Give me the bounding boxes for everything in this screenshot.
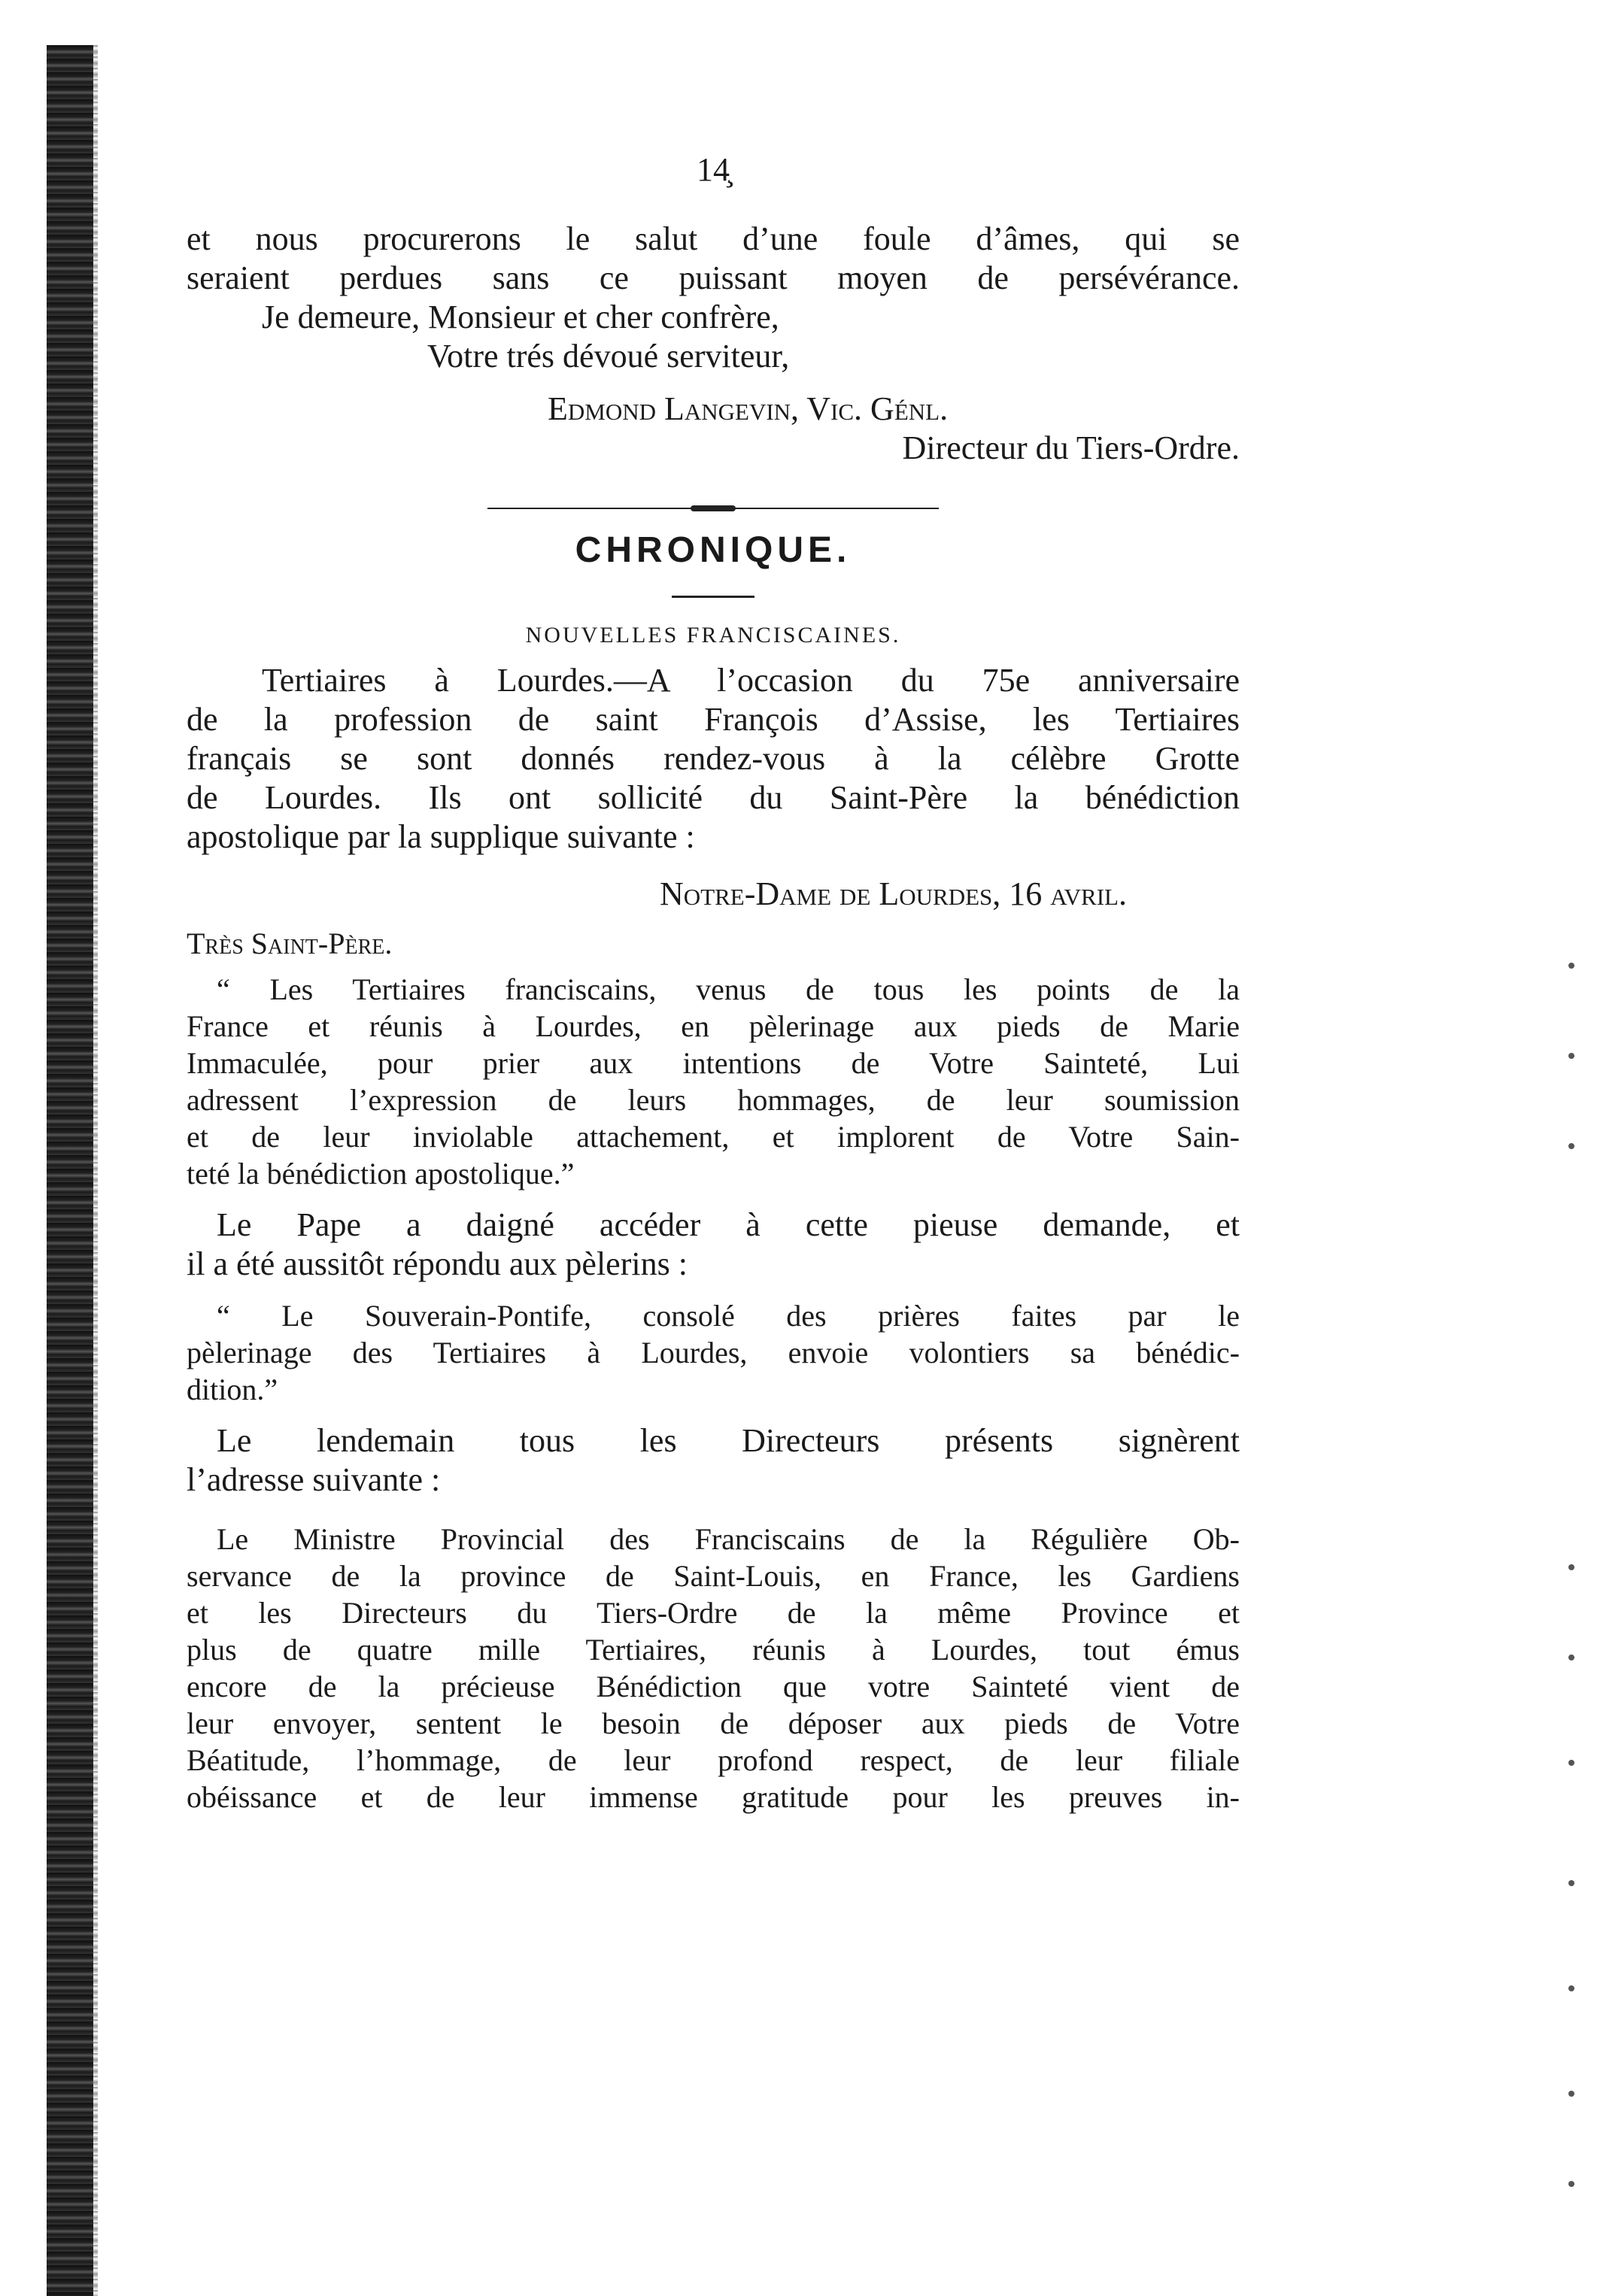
scan-speckle (1568, 1564, 1574, 1570)
spine-shadow (93, 45, 98, 2296)
address-line: et les Directeurs du Tiers-Ordre de la même Province et (187, 1596, 1240, 1630)
quote-line: dition.” (187, 1372, 278, 1406)
signature-name: Edmond Langevin, Vic. Génl. (548, 390, 949, 427)
section-subtitle: NOUVELLES FRANCISCAINES. (525, 623, 901, 648)
quote-line: “ Le Souverain-Pontife, consolé des prières faites par le (217, 1299, 1240, 1333)
text-line: seraient perdues sans ce puissant moyen de persévérance. (187, 259, 1240, 296)
scan-speckle (1568, 2181, 1574, 2187)
scan-speckle (1568, 1985, 1574, 1991)
paragraph-line: français se sont donnés rendez-vous à la célèbre Grotte (187, 740, 1240, 777)
address-line: Béatitude, l’hommage, de leur profond respect, de leur filiale (187, 1743, 1240, 1777)
closing-line: Votre trés dévoué serviteur, (427, 338, 790, 375)
paragraph-line: Le lendemain tous les Directeurs présents signèrent (217, 1422, 1240, 1459)
quote-line: “ Les Tertiaires franciscains, venus de tous les points de la (217, 972, 1240, 1006)
address-line: plus de quatre mille Tertiaires, réunis à Lourdes, tout émus (187, 1633, 1240, 1667)
text-line: et nous procurerons le salut d’une foule d’âmes, qui se (187, 220, 1240, 257)
page-number: 14̧ (697, 151, 730, 188)
address-line: encore de la précieuse Bénédiction que votre Sainteté vient de (187, 1670, 1240, 1703)
quote-line: France et réunis à Lourdes, en pèlerinage aux pieds de Marie (187, 1009, 1240, 1043)
quote-line: pèlerinage des Tertiaires à Lourdes, envoie volontiers sa bénédic- (187, 1336, 1240, 1369)
address-line: servance de la province de Saint-Louis, en France, les Gardiens (187, 1559, 1240, 1593)
short-divider (672, 596, 754, 598)
quote-line: adressent l’expression de leurs hommages, de leur soumission (187, 1083, 1240, 1117)
scan-speckle (1568, 1880, 1574, 1886)
scan-speckle (1568, 963, 1574, 969)
paragraph-line: de la profession de saint François d’Assise, les Tertiaires (187, 701, 1240, 738)
book-spine-edge (47, 45, 93, 2296)
section-title: CHRONIQUE. (575, 530, 852, 570)
paragraph-line: Le Pape a daigné accéder à cette pieuse demande, et (217, 1206, 1240, 1243)
page-body (187, 150, 1240, 1815)
signature-title: Directeur du Tiers-Ordre. (902, 429, 1240, 466)
paragraph-line: Tertiaires à Lourdes.—A l’occasion du 75e anniversaire (262, 662, 1240, 699)
closing-line: Je demeure, Monsieur et cher confrère, (262, 299, 779, 335)
address-line: leur envoyer, sentent le besoin de déposer aux pieds de Votre (187, 1706, 1240, 1740)
quote-line: et de leur inviolable attachement, et implorent de Votre Sain- (187, 1120, 1240, 1154)
scan-speckle (1568, 1143, 1574, 1149)
paragraph-line: l’adresse suivante : (187, 1461, 441, 1498)
ornamental-divider (487, 505, 939, 511)
scan-speckle (1568, 1655, 1574, 1661)
quote-line: Immaculée, pour prier aux intentions de Votre Sainteté, Lui (187, 1046, 1240, 1080)
salutation: Très Saint-Père. (187, 927, 393, 960)
paragraph-line: de Lourdes. Ils ont sollicité du Saint-Père la bénédiction (187, 779, 1240, 816)
dateline: Notre-Dame de Lourdes, 16 avril. (660, 875, 1127, 912)
quote-line: teté la bénédiction apostolique.” (187, 1157, 575, 1190)
address-line: Le Ministre Provincial des Franciscains de la Régulière Ob- (217, 1522, 1240, 1556)
scan-speckle (1568, 2091, 1574, 2097)
paragraph-line: apostolique par la supplique suivante : (187, 818, 695, 855)
scan-speckle (1568, 1760, 1574, 1766)
address-line: obéissance et de leur immense gratitude pour les preuves in- (187, 1780, 1240, 1814)
scan-speckle (1568, 1053, 1574, 1059)
paragraph-line: il a été aussitôt répondu aux pèlerins : (187, 1245, 688, 1282)
